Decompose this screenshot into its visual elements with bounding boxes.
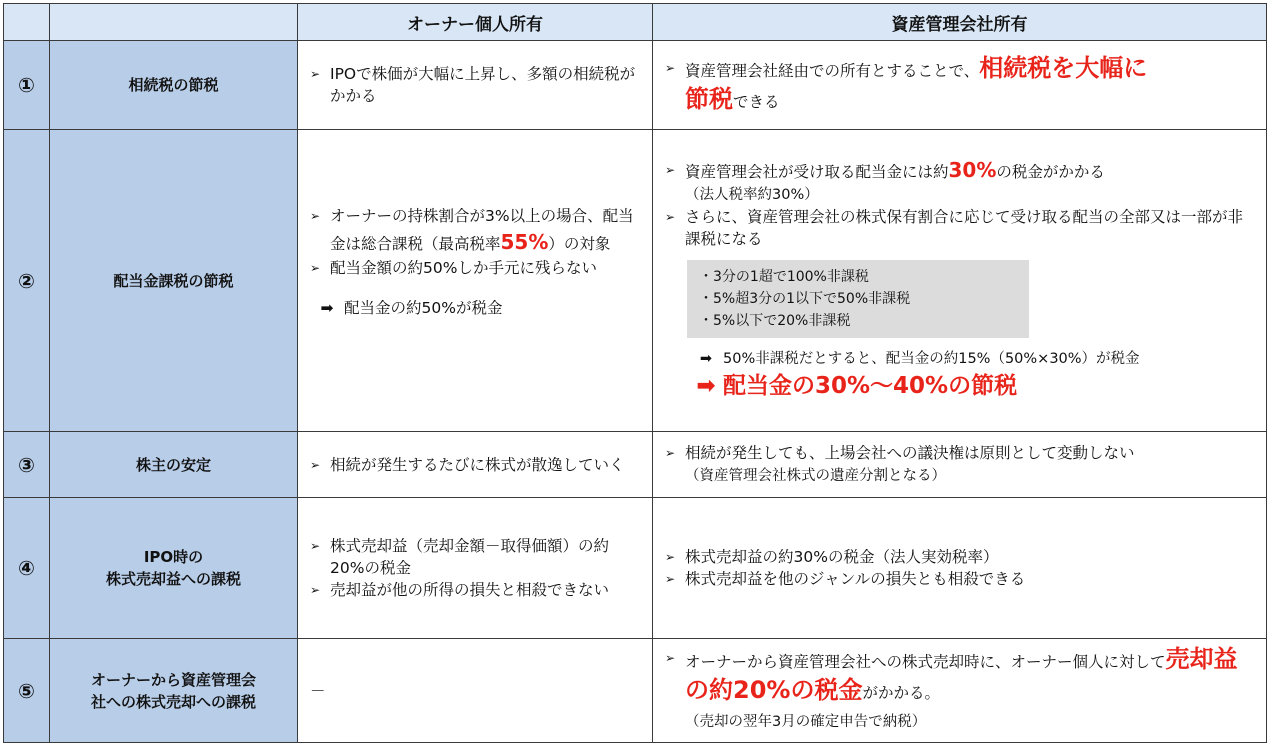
company-cell	[653, 498, 1267, 639]
table-row	[4, 41, 1267, 130]
conclusion-line	[665, 370, 1254, 402]
comparison-table	[3, 3, 1267, 743]
bullet-arrow-icon: ➢	[310, 583, 321, 597]
row-number: ②	[4, 130, 50, 432]
bullet-arrow-icon: ➢	[310, 208, 321, 223]
bullet-item: ➢ 相続が発生しても、上場会社への議決権は原則として変動しない （資産管理会社株式の遺産分割となる）	[665, 444, 1135, 484]
bullet-item: ➢ 株式売却益（売却金額－取得価額）の約20%の税金	[310, 537, 610, 577]
company-cell	[653, 432, 1267, 498]
bullet-item: ➢ 資産管理会社が受け取る配当金には約30%の税金がかかる （法人税率約30%）	[665, 158, 1105, 203]
bullet-item: ➢ 株式売却益の約30%の税金（法人実効税率）	[665, 548, 999, 566]
bullet-arrow-icon: ➢	[665, 651, 676, 665]
owner-cell	[298, 432, 653, 498]
bullet-arrow-icon: ➢	[310, 539, 321, 553]
company-cell	[653, 41, 1267, 130]
highlight-text: 55%	[500, 229, 549, 254]
exemption-item: ・5%超3分の1以下で50%非課税	[699, 291, 911, 307]
bullet-item: ➢ 配当金額の約50%しか手元に残らない	[310, 258, 597, 277]
bullet-arrow-icon: ➢	[665, 550, 676, 564]
dash-text: －	[310, 681, 326, 700]
bullet-arrow-icon: ➢	[310, 67, 321, 81]
company-cell	[653, 639, 1267, 743]
owner-cell	[298, 130, 653, 432]
table-row	[4, 639, 1267, 743]
header-corner	[4, 4, 50, 41]
owner-cell	[298, 639, 653, 743]
owner-cell	[298, 41, 653, 130]
bullet-item: ➢ オーナーの持株割合が3%以上の場合、配当金は総合課税（最高税率55%）の対象	[310, 203, 642, 257]
bullet-arrow-icon: ➢	[310, 260, 321, 275]
conclusion-line: ➡ 50%非課税だとすると、配当金の約15%（50%×30%）が税金	[665, 348, 1254, 370]
owner-cell	[298, 498, 653, 639]
bullet-arrow-icon: ➢	[310, 457, 321, 472]
highlight-text: 30%	[948, 158, 997, 182]
bullet-arrow-icon: ➢	[665, 163, 676, 177]
header-company: 資産管理会社所有	[653, 4, 1267, 41]
bullet-arrow-icon: ➢	[665, 61, 676, 75]
row-label: 株主の安定	[50, 432, 298, 498]
bullet-arrow-icon: ➢	[665, 210, 676, 224]
highlight-text: 相続税を大幅に	[979, 54, 1148, 82]
bullet-item: ➢ さらに、資産管理会社の株式保有割合に応じて受け取る配当の全部又は一部が非課税になる	[665, 208, 1244, 248]
bullet-item: ➢ 相続が発生するたびに株式が散逸していく	[310, 455, 625, 474]
right-arrow-icon: ➡	[696, 373, 716, 399]
bullet-arrow-icon: ➢	[665, 572, 676, 586]
row-number: ⑤	[4, 639, 50, 743]
header-owner: オーナー個人所有	[298, 4, 653, 41]
table-row	[4, 432, 1267, 498]
row-number: ④	[4, 498, 50, 639]
highlight-text: 売却益の約20%の税金	[685, 645, 1238, 704]
row-number: ①	[4, 41, 50, 130]
bullet-item: ➢ 売却益が他の所得の損失と相殺できない	[310, 581, 610, 599]
header-blank	[50, 4, 298, 41]
right-arrow-icon: ➡	[320, 298, 334, 317]
row-label: 相続税の節税	[50, 41, 298, 130]
bullet-item: ➢ オーナーから資産管理会社への株式売却時に、オーナー個人に対して売却益の約20%の税金がかかる。 （売却の翌年3月の確定申告で納税）	[665, 645, 1238, 730]
bullet-arrow-icon: ➢	[665, 446, 676, 460]
bullet-item: ➢ 株式売却益を他のジャンルの損失とも相殺できる	[665, 570, 1026, 588]
highlight-text: 配当金の30%～40%の節税	[723, 373, 1018, 399]
exemption-item: ・5%以下で20%非課税	[699, 313, 851, 329]
row-label: オーナーから資産管理会 社への株式売却への課税	[50, 639, 298, 743]
header-row	[4, 4, 1267, 41]
company-cell	[653, 130, 1267, 432]
row-label: 配当金課税の節税	[50, 130, 298, 432]
bullet-item: ➢ 資産管理会社経由での所有とすることで、相続税を大幅に 節税できる	[665, 54, 1148, 113]
conclusion-line: ➡ 配当金の約50%が税金	[310, 297, 642, 319]
row-label: IPO時の 株式売却益への課税	[50, 498, 298, 639]
exemption-box	[687, 260, 1029, 338]
right-arrow-icon: ➡	[699, 351, 713, 367]
bullet-item: ➢ IPOで株価が大幅に上昇し、多額の相続税がかかる	[310, 65, 636, 105]
table-row	[4, 498, 1267, 639]
highlight-text: 節税	[685, 85, 733, 113]
row-number: ③	[4, 432, 50, 498]
table-row	[4, 130, 1267, 432]
exemption-item: ・3分の1超で100%非課税	[699, 269, 869, 285]
